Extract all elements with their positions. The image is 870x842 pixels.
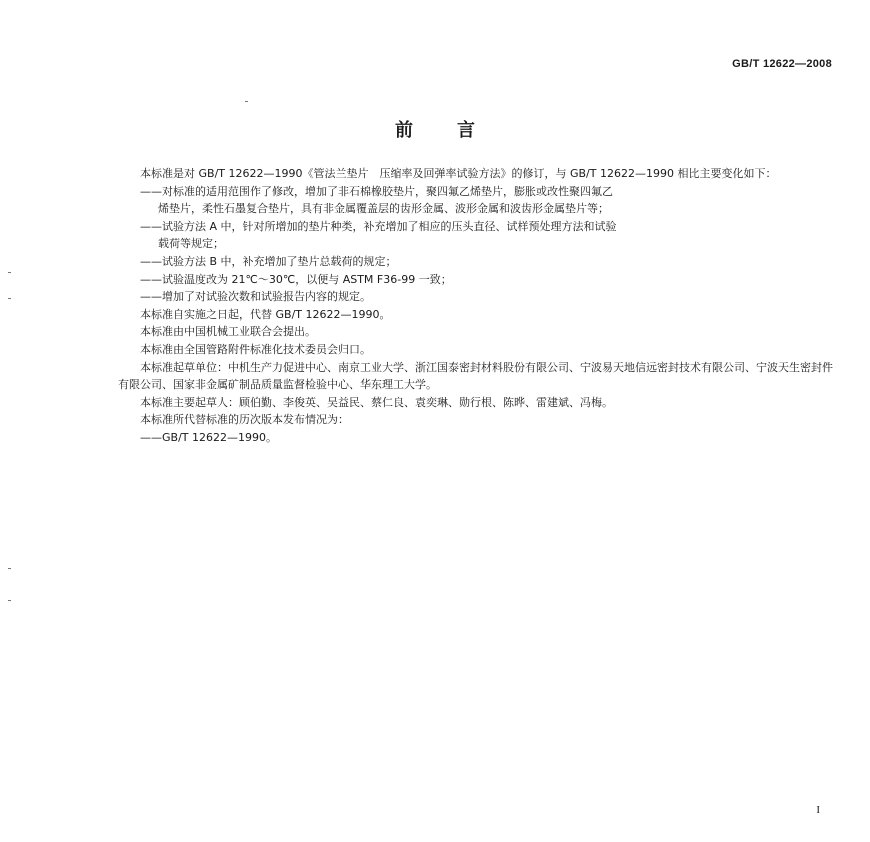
foreword-body bbox=[118, 165, 836, 447]
drafting-units: 本标准起草单位：中机生产力促进中心、南京工业大学、浙江国泰密封材料股份有限公司、宁波易天地信远密封技术有限公司、宁波天生密封件有限公司、国家非金属矿制品质量监督检验中心、华东理工大学。 bbox=[118, 360, 833, 392]
change-item-2: ——试验方法 A 中，针对所增加的垫片种类，补充增加了相应的压头直径、试样预处理方法和试验 bbox=[140, 219, 617, 233]
change-item-5: ——增加了对试验次数和试验报告内容的规定。 bbox=[140, 290, 371, 304]
change-item-3: ——试验方法 B 中，补充增加了垫片总载荷的规定； bbox=[140, 254, 397, 268]
page-title: 前言 bbox=[395, 120, 519, 141]
administrator-statement: 本标准由全国管路附件标准化技术委员会归口。 bbox=[140, 342, 371, 356]
previous-edition-item: ——GB/T 12622—1990。 bbox=[140, 430, 277, 444]
page-number: I bbox=[816, 804, 820, 816]
scan-speck bbox=[8, 568, 11, 569]
drafters: 本标准主要起草人：顾伯勤、李俊英、吴益民、蔡仁良、袁奕琳、勋行根、陈晔、雷建斌、冯梅。 bbox=[140, 395, 613, 409]
previous-editions-heading: 本标准所代替标准的历次版本发布情况为： bbox=[140, 413, 349, 427]
intro-paragraph: 本标准是对 GB/T 12622—1990《管法兰垫片 压缩率及回弹率试验方法》的修订，与 GB/T 12622—1990 相比主要变化如下： bbox=[140, 167, 777, 180]
standard-code: GB/T 12622—2008 bbox=[732, 58, 832, 70]
proposer-statement: 本标准由中国机械工业联合会提出。 bbox=[140, 325, 316, 339]
scan-speck bbox=[8, 600, 11, 601]
scan-speck bbox=[8, 298, 11, 299]
change-item-1: ——对标准的适用范围作了修改，增加了非石棉橡胶垫片，聚四氟乙烯垫片，膨胀或改性聚四氟乙 bbox=[140, 184, 613, 198]
scan-speck bbox=[245, 101, 248, 102]
replacement-statement: 本标准自实施之日起，代替 GB/T 12622—1990。 bbox=[140, 307, 391, 321]
change-item-2-continued: 载荷等规定； bbox=[158, 237, 224, 251]
change-item-1-continued: 烯垫片，柔性石墨复合垫片，具有非金属覆盖层的齿形金属、波形金属和波齿形金属垫片等； bbox=[158, 202, 609, 216]
change-item-4: ——试验温度改为 21℃～30℃，以便与 ASTM F36-99 一致； bbox=[140, 272, 452, 286]
scan-speck bbox=[8, 272, 11, 273]
